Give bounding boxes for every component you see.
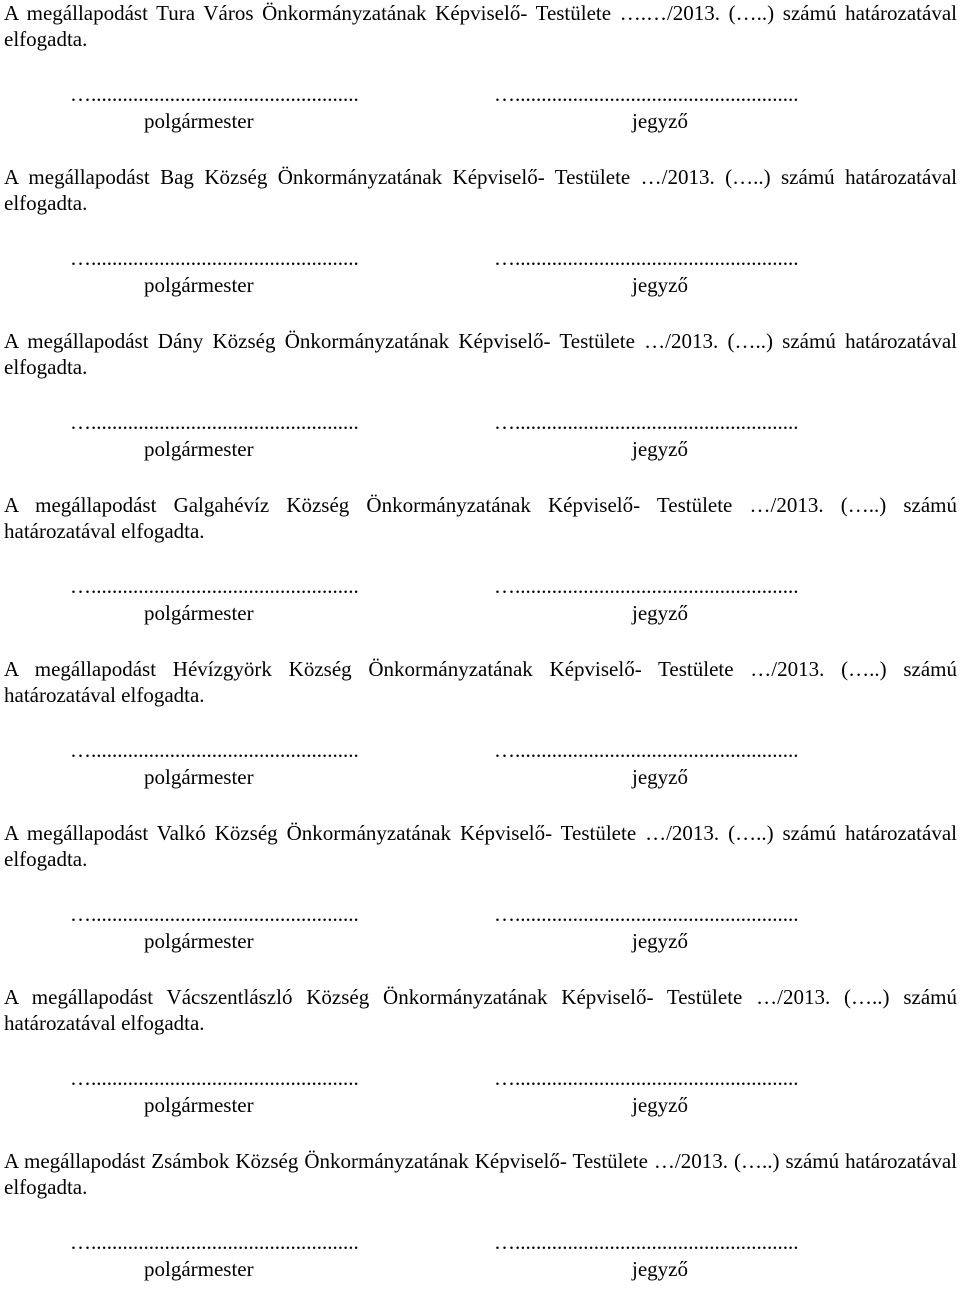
approval-block-bag: [0, 164, 960, 328]
signature-line-notary: …......................................................: [494, 575, 799, 597]
signature-line-mayor: …...................................................: [70, 575, 359, 597]
approval-text: A megállapodást Dány Község Önkormányzatának Képviselő- Testülete …/2013. (…..) számú határozatával elfogadta.: [4, 329, 957, 379]
approval-text: A megállapodást Valkó Község Önkormányzatának Képviselő- Testülete …/2013. (…..) számú határozatával elfogadta.: [4, 821, 957, 871]
role-notary: jegyző: [632, 437, 688, 461]
signature-line-mayor: …...................................................: [70, 83, 359, 105]
signature-line-mayor: …...................................................: [70, 903, 359, 925]
signature-line-mayor: …...................................................: [70, 411, 359, 433]
signature-line-mayor: …...................................................: [70, 1067, 359, 1089]
role-mayor: polgármester: [144, 929, 254, 953]
role-notary: jegyző: [632, 1257, 688, 1281]
role-notary: jegyző: [632, 109, 688, 133]
role-mayor: polgármester: [144, 1257, 254, 1281]
role-notary: jegyző: [632, 765, 688, 789]
role-notary: jegyző: [632, 273, 688, 297]
approval-text: A megállapodást Vácszentlászló Község Önkormányzatának Képviselő- Testülete …/2013. (…..) számú határozatával elfogadta.: [4, 985, 957, 1035]
approval-text: A megállapodást Bag Község Önkormányzatának Képviselő- Testülete …/2013. (…..) számú határozatával elfogadta.: [4, 165, 957, 215]
approval-text: A megállapodást Hévízgyörk Község Önkormányzatának Képviselő- Testülete …/2013. (…..) számú határozatával elfogadta.: [4, 657, 957, 707]
role-mayor: polgármester: [144, 601, 254, 625]
signature-line-notary: …......................................................: [494, 739, 799, 761]
signature-line-notary: …......................................................: [494, 83, 799, 105]
approval-block-galgaheviz: [0, 492, 960, 656]
signature-line-notary: …......................................................: [494, 1067, 799, 1089]
signature-line-notary: …......................................................: [494, 1231, 799, 1253]
approval-block-zsambok: [0, 1148, 960, 1312]
approval-block-hevizgyork: [0, 656, 960, 820]
role-mayor: polgármester: [144, 765, 254, 789]
role-mayor: polgármester: [144, 437, 254, 461]
signature-line-mayor: …...................................................: [70, 247, 359, 269]
approval-text: A megállapodást Galgahévíz Község Önkormányzatának Képviselő- Testülete …/2013. (…..) számú határozatával elfogadta.: [4, 493, 957, 543]
approval-block-tura: [0, 0, 960, 164]
approval-text: A megállapodást Zsámbok Község Önkormányzatának Képviselő- Testülete …/2013. (…..) számú határozatával elfogadta.: [4, 1149, 957, 1199]
role-mayor: polgármester: [144, 1093, 254, 1117]
signature-line-notary: …......................................................: [494, 411, 799, 433]
signature-line-mayor: …...................................................: [70, 1231, 359, 1253]
role-mayor: polgármester: [144, 109, 254, 133]
approval-block-vacszentlaszlo: [0, 984, 960, 1148]
approval-block-dany: [0, 328, 960, 492]
role-notary: jegyző: [632, 601, 688, 625]
role-notary: jegyző: [632, 929, 688, 953]
role-mayor: polgármester: [144, 273, 254, 297]
signature-line-notary: …......................................................: [494, 247, 799, 269]
role-notary: jegyző: [632, 1093, 688, 1117]
approval-block-valko: [0, 820, 960, 984]
approval-text: A megállapodást Tura Város Önkormányzatának Képviselő- Testülete ….…/2013. (…..) számú határozatával elfogadta.: [4, 1, 957, 51]
signature-line-notary: …......................................................: [494, 903, 799, 925]
signature-line-mayor: …...................................................: [70, 739, 359, 761]
